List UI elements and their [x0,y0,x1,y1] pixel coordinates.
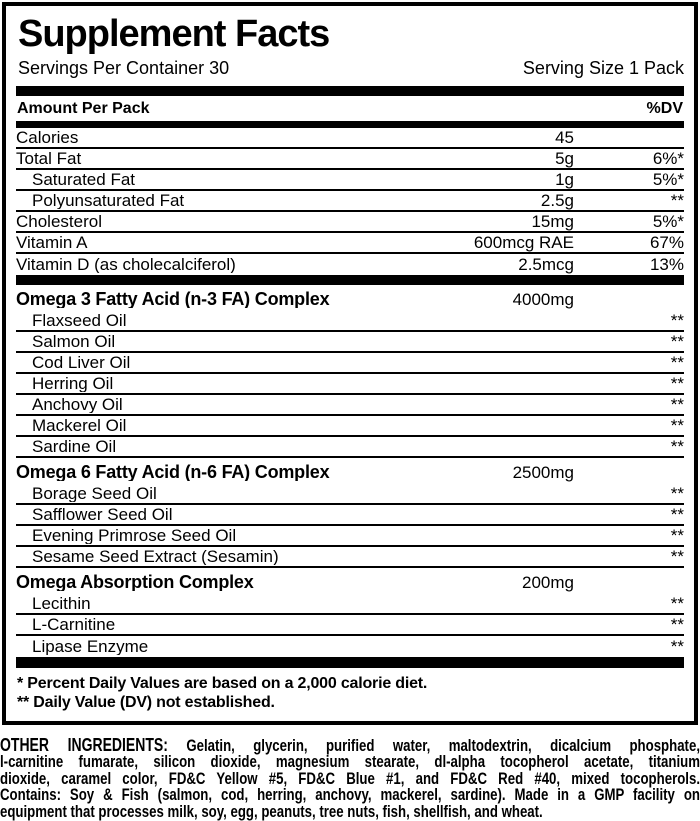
facts-row [16,484,684,505]
other-ingredients-line: equipment that processes milk, soy, egg, peanuts, tree nuts, fish, shellfish, and wheat. [0,802,543,821]
facts-row [16,615,684,636]
facts-row [16,416,684,437]
facts-row [16,437,684,458]
row-name: Sesame Seed Extract (Sesamin) [32,547,279,565]
other-ingredients-line: l-carnitine fumarate, silicon dioxide, magnesium stearate, dl-alpha tocopherol acetate, titanium [0,752,700,772]
row-amount: 2.5mcg [518,254,574,274]
serving-size: Serving Size 1 Pack [522,58,684,78]
row-name: Mackerel Oil [32,416,127,434]
complex-section [16,568,684,657]
row-amount: 2.5g [540,190,574,210]
row-amount: 45 [555,127,574,147]
row-name: Calories [16,128,79,146]
row-dv: ** [670,394,684,414]
row-dv: ** [670,636,684,656]
complex-amount: 2500mg [512,462,574,482]
facts-row [16,128,684,149]
row-name: Vitamin A [16,233,88,251]
row-name: L-Carnitine [32,615,116,633]
row-dv: ** [670,483,684,503]
row-name: Safflower Seed Oil [32,505,173,523]
facts-row [16,505,684,526]
row-name: Lipase Enzyme [32,637,149,655]
row-dv: ** [670,614,684,634]
row-dv: ** [670,373,684,393]
complex-section [16,458,684,568]
row-name: Flaxseed Oil [32,311,127,329]
row-dv: 67% [649,232,684,252]
row-name: Herring Oil [32,374,114,392]
facts-row [16,332,684,353]
divider-bar-bottom [16,657,684,668]
row-name: Salmon Oil [32,332,116,350]
other-ingredients-line [0,734,700,755]
complex-name: Omega 3 Fatty Acid (n-3 FA) Complex [16,290,330,309]
serving-info-row [18,58,684,79]
row-name: Total Fat [16,149,82,167]
complex-sections [16,285,684,657]
column-header-row [16,96,684,121]
facts-row [16,311,684,332]
row-name: Sardine Oil [32,437,117,455]
footnote-dv-not-established: ** Daily Value (DV) not established. [17,694,275,712]
row-dv: ** [670,593,684,613]
footnotes [16,668,684,715]
row-dv: ** [670,504,684,524]
row-name: Anchovy Oil [32,395,123,413]
footnote-daily-values: * Percent Daily Values are based on a 2,000 calorie diet. [17,674,428,692]
facts-title: Supplement Facts [18,13,330,55]
facts-row [16,149,684,170]
facts-row [16,170,684,191]
other-ingredients-label: OTHER INGREDIENTS: [0,734,168,755]
other-ingredients-line-text: Gelatin, glycerin, purified water, maltodextrin, dicalcium phosphate, [167,735,700,755]
dv-header: %DV [646,99,683,117]
row-name: Lecithin [32,594,91,612]
facts-row [16,395,684,416]
servings-per-container: Servings Per Container 30 [18,58,230,78]
row-name: Polyunsaturated Fat [32,191,185,209]
row-dv: 13% [649,254,684,274]
row-amount: 5g [555,148,574,168]
facts-row [16,233,684,254]
facts-row [16,254,684,275]
other-ingredients-line: Contains: Soy & Fish (salmon, cod, herring, anchovy, mackerel, sardine). Made in a GMP facility on [0,785,700,805]
row-name: Evening Primrose Seed Oil [32,526,237,544]
divider-bar-under-header [16,121,684,128]
complex-header-row [16,568,684,594]
facts-row [16,636,684,657]
row-name: Borage Seed Oil [32,484,157,502]
row-dv: ** [670,525,684,545]
row-amount: 600mcg RAE [473,232,574,252]
facts-row [16,547,684,568]
row-dv: 5%* [652,211,684,231]
row-name: Cod Liver Oil [32,353,131,371]
facts-row [16,191,684,212]
facts-row [16,212,684,233]
complex-section [16,285,684,458]
row-name: Saturated Fat [32,170,136,188]
complex-name: Omega 6 Fatty Acid (n-6 FA) Complex [16,463,330,482]
row-dv: ** [670,352,684,372]
other-ingredients [0,734,700,821]
other-ingredients-line: dioxide, caramel color, FD&C Yellow #5, FD&C Blue #1, and FD&C Red #40, mixed tocopherols. [0,768,700,788]
facts-row [16,374,684,395]
complex-name: Omega Absorption Complex [16,573,254,592]
row-name: Vitamin D (as cholecalciferol) [16,255,236,273]
row-dv: ** [670,546,684,566]
facts-row [16,594,684,615]
divider-bar-mid [16,275,684,285]
main-rows [16,128,684,275]
supplement-facts-panel [2,2,698,725]
row-amount: 15mg [531,211,574,231]
complex-header-row [16,458,684,484]
complex-header-row [16,285,684,311]
complex-amount: 4000mg [512,289,574,309]
row-dv: ** [670,436,684,456]
row-dv: ** [670,190,684,210]
row-amount: 1g [555,169,574,189]
row-dv: ** [670,310,684,330]
row-dv: 6%* [652,148,684,168]
row-name: Cholesterol [16,212,102,230]
row-dv: ** [670,415,684,435]
facts-row [16,526,684,547]
amount-per-pack-header: Amount Per Pack [17,99,150,117]
row-dv: ** [670,331,684,351]
row-dv: 5%* [652,169,684,189]
divider-bar-thick-top [16,86,684,96]
facts-row [16,353,684,374]
complex-amount: 200mg [522,572,574,592]
